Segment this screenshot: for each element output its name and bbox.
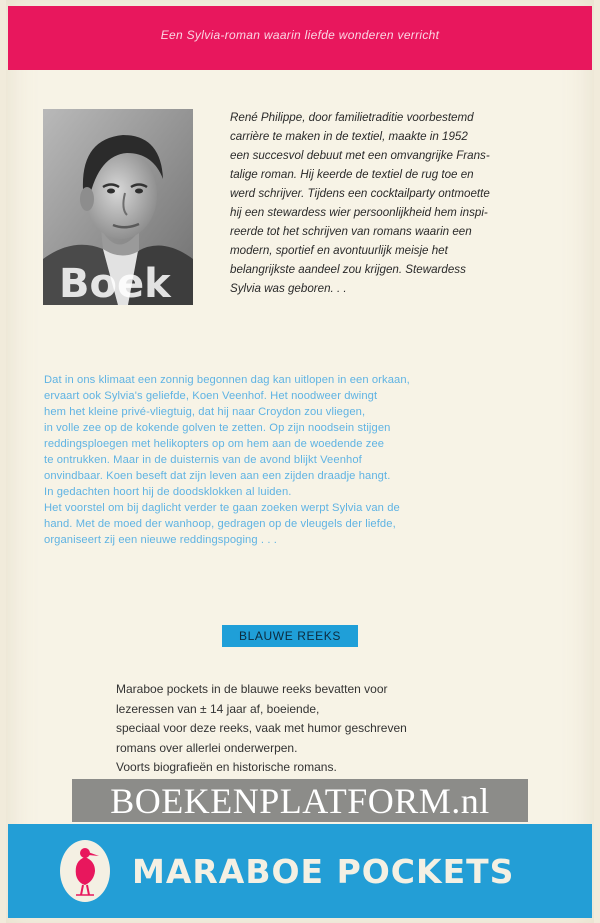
author-bio: René Philippe, door familietraditie voorbestemd carrière te maken in de textiel, maakte in 1952 een succesvol debuut met een omvangrijke Frans- talige roman. Hij keerde de textiel de rug toe en werd schrijver. Tijdens een cocktailparty ontmoette hij een stewardess wier persoonlijkheid hem inspi- reerde tot het schrijven van romans waarin een modern, sportief en avontuurlijk meisje het belangrijkste aandeel zou krijgen. Stewardess Sylvia was geboren. . .: [230, 111, 490, 295]
site-watermark: BOEKENPLATFORM.nl: [72, 779, 528, 822]
stork-logo-icon: [68, 845, 102, 897]
publisher-logo: [60, 840, 110, 902]
photo-watermark: Boek: [59, 261, 171, 305]
publisher-banner: [8, 824, 592, 918]
tagline: Een Sylvia-roman waarin liefde wonderen verricht: [160, 28, 440, 42]
author-photo: [43, 109, 193, 305]
series-info: Maraboe pockets in de blauwe reeks bevatten voor lezeressen van ± 14 jaar af, boeiende, speciaal voor deze reeks, vaak met humor geschreven romans over allerlei onderwerpen. Voorts biografieën en historische romans.: [116, 682, 407, 774]
publisher-name: MARABOE POCKETS: [132, 852, 515, 891]
author-portrait-image: [43, 109, 193, 305]
series-badge: BLAUWE REEKS: [222, 625, 358, 647]
story-blurb: Dat in ons klimaat een zonnig begonnen dag kan uitlopen in een orkaan, ervaart ook Sylvia's geliefde, Koen Veenhof. Het noodweer dwingt hem het kleine privé-vliegtuig, dat hij naar Croydon zou vliegen, in volle zee op de kokende golven te zetten. Op zijn noodsein stijgen reddingsploegen met helikopters op om hem aan de woedende zee te ontrukken. Maar in de duisternis van de avond blijkt Veenhof onvindbaar. Koen beseft dat zijn leven aan een zijden draadje hangt. In gedachten hoort hij de doodsklokken al luiden. Het voorstel om bij daglicht verder te gaan zoeken werpt Sylvia van de hand. Met de moed der wanhoop, gedragen op de vleugels der liefde, organiseert zij een nieuwe reddingspoging . . .: [44, 374, 410, 546]
top-banner: [8, 6, 592, 70]
